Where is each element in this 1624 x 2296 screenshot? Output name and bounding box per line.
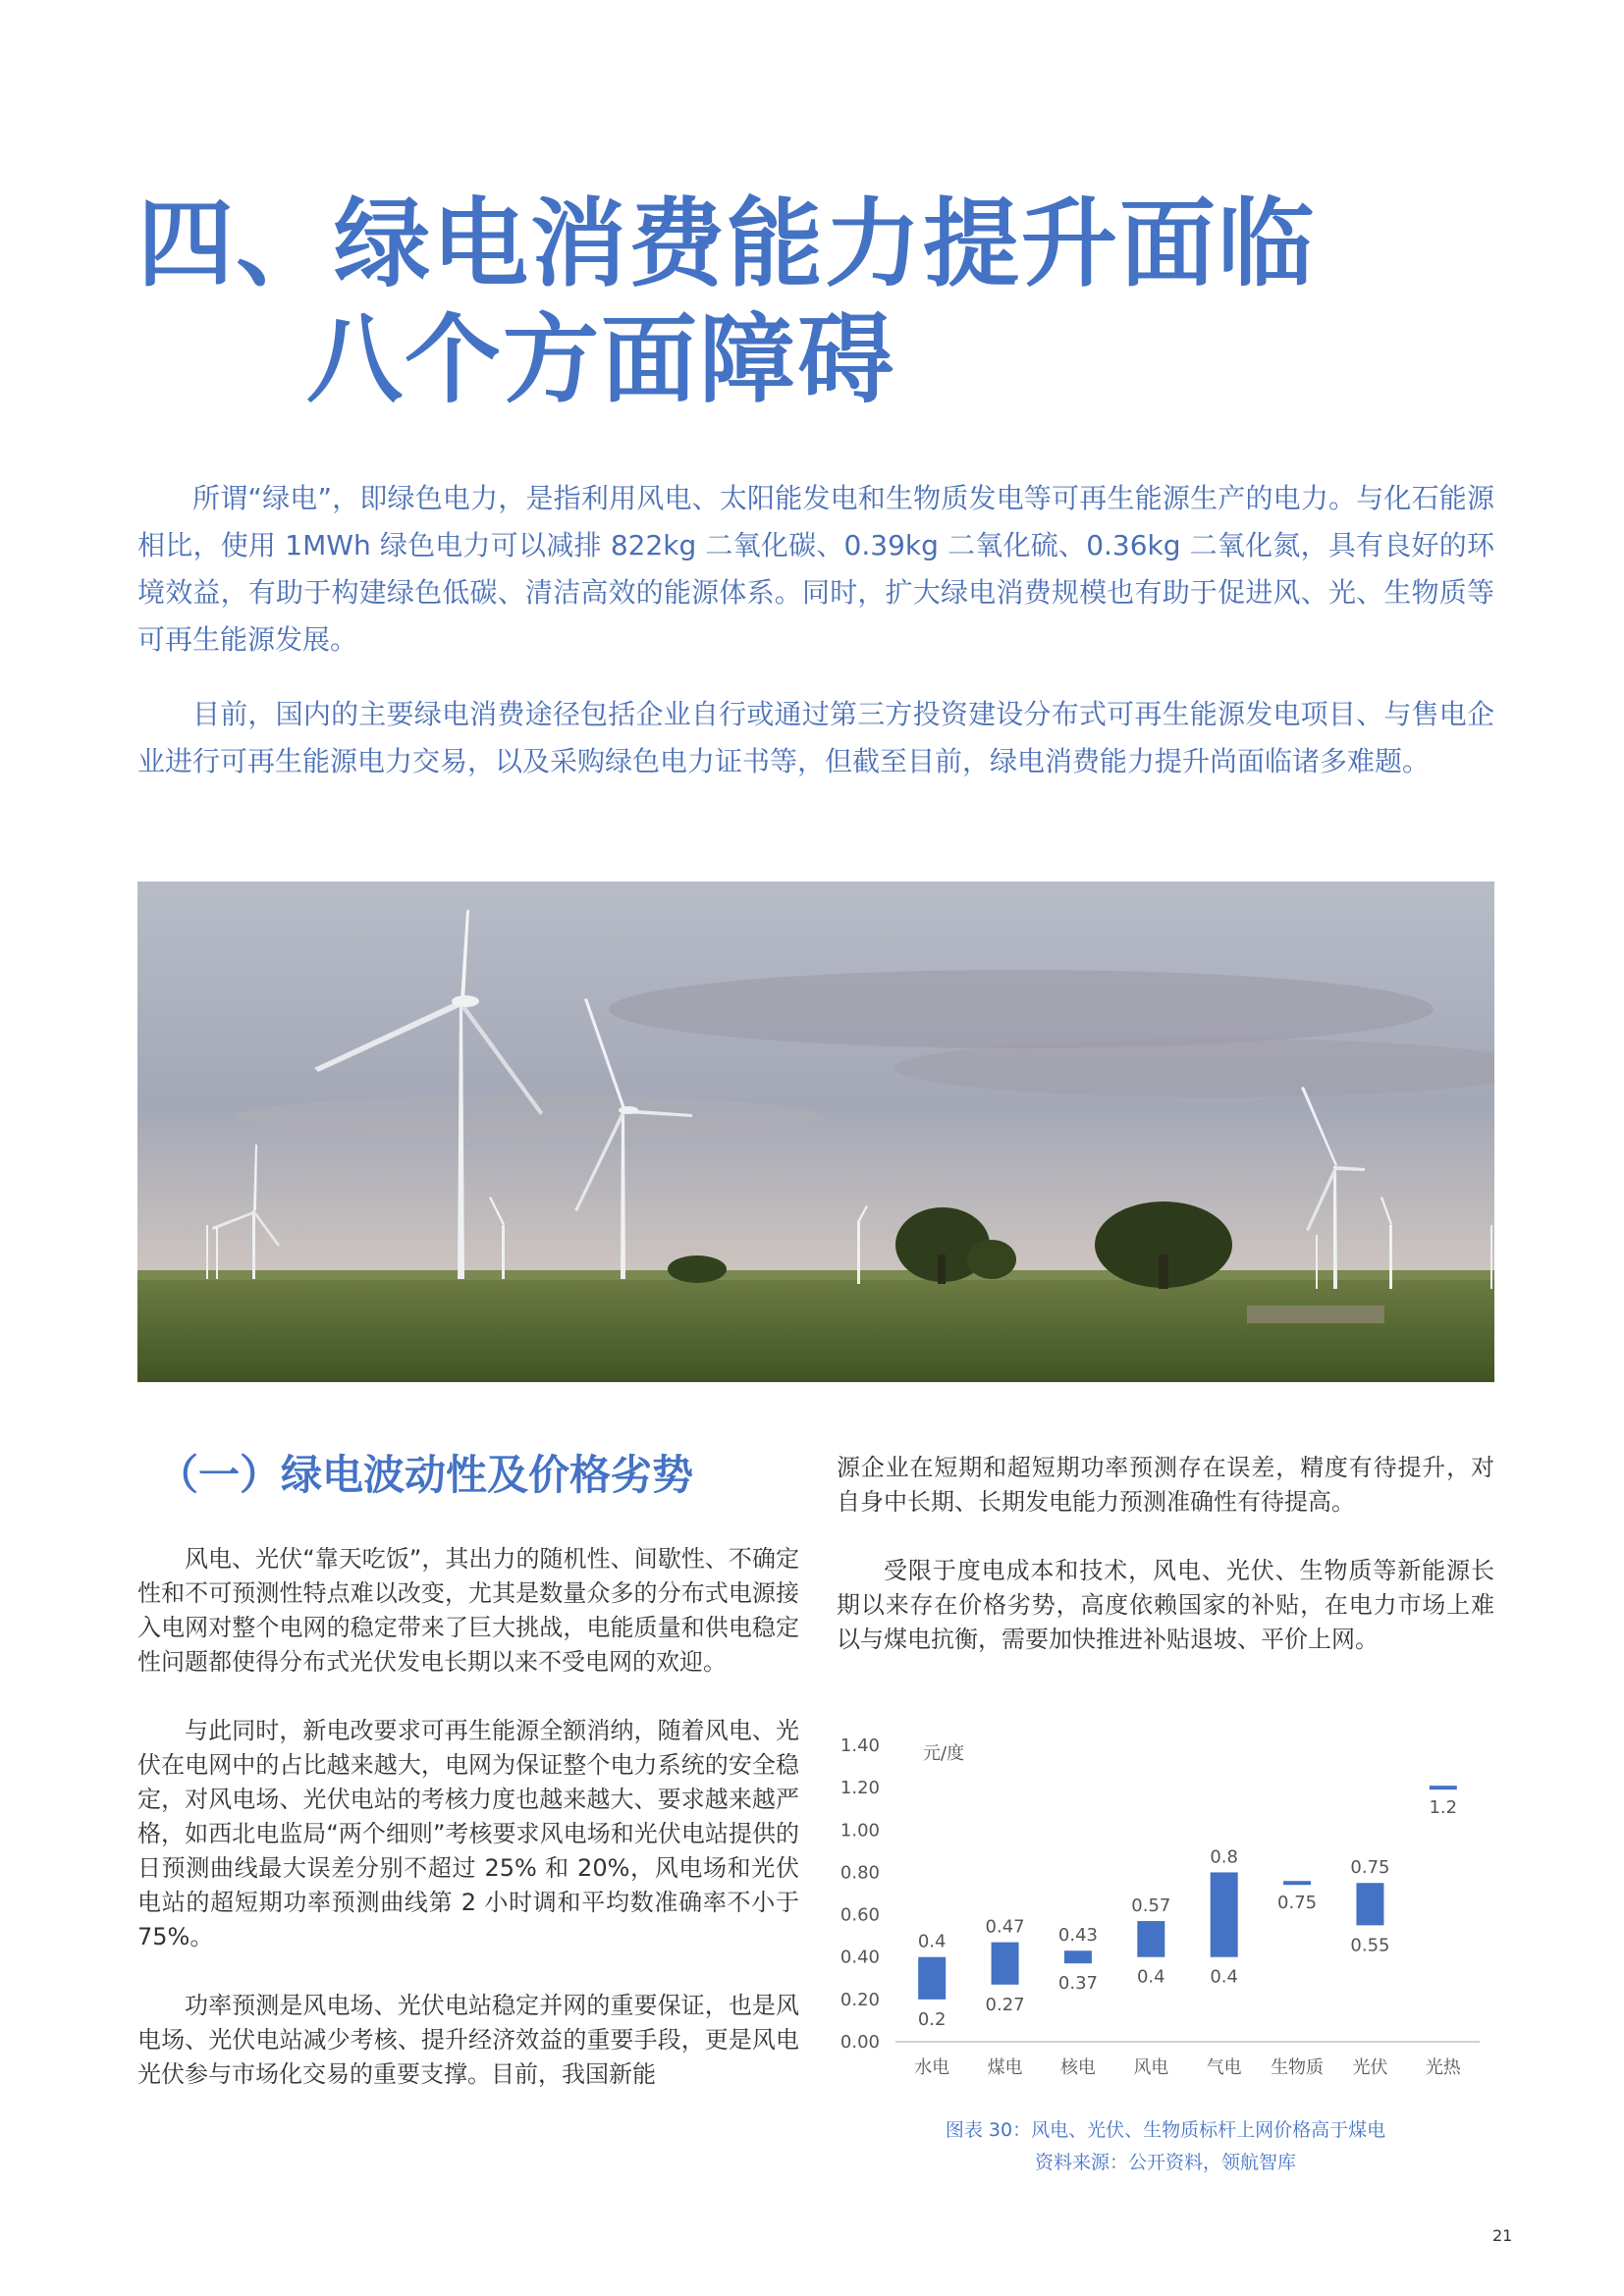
intro-paragraph-2 xyxy=(137,691,1494,785)
price-chart-svg xyxy=(837,1728,1494,2091)
bar-核电 xyxy=(1064,1950,1092,1963)
bar-high-label: 0.8 xyxy=(1210,1846,1239,1868)
bar-水电 xyxy=(918,1957,946,2000)
x-tick-label: 煤电 xyxy=(987,2057,1023,2078)
y-tick-label: 1.00 xyxy=(839,1820,880,1842)
bar-high-label: 0.75 xyxy=(1350,1857,1390,1879)
bar-low-label: 0.75 xyxy=(1277,1893,1318,1914)
y-unit-label: 元/度 xyxy=(923,1743,965,1764)
intro-paragraph-1 xyxy=(137,475,1494,664)
wind-turbine-photo xyxy=(137,881,1494,1382)
bar-气电 xyxy=(1211,1872,1238,1956)
wind-turbine-illustration xyxy=(137,881,1494,1382)
right-paragraph-1: 源企业在短期和超短期功率预测存在误差，精度有待提升，对自身中长期、长期发电能力预测准确性有待提高。 xyxy=(837,1454,1494,1516)
bar-风电 xyxy=(1137,1921,1164,1957)
bar-high-label: 0.57 xyxy=(1131,1896,1171,1917)
x-tick-label: 风电 xyxy=(1133,2057,1169,2078)
bar-low-label: 0.2 xyxy=(917,2008,947,2030)
bar-low-label: 0.27 xyxy=(985,1994,1025,2015)
page-number: 21 xyxy=(1492,2226,1513,2245)
x-tick-label: 光伏 xyxy=(1352,2057,1388,2078)
y-tick-label: 0.20 xyxy=(839,1989,880,2010)
chart-source: 资料来源：公开资料，领航智库 xyxy=(1034,2152,1296,2173)
intro-paragraph-1-text: 所谓“绿电”，即绿色电力，是指利用风电、太阳能发电和生物质发电等可再生能源生产的电力。与化石能源相比，使用 1MWh 绿色电力可以减排 822kg 二氧化碳、0.39kg 二氧化硫、0.36kg 二氧化氮，具有良好的环境效益，有助于构建绿色低碳、清洁高效的能源体系。同时，扩大绿电消费规模也有助于促进风、光、生物质等可再生能源发展。 xyxy=(137,482,1494,656)
left-paragraph-3: 功率预测是风电场、光伏电站稳定并网的重要保证，也是风电场、光伏电站减少考核、提升经济效益的重要手段，更是风电光伏参与市场化交易的重要支撑。目前，我国新能 xyxy=(137,1992,799,2088)
bar-high-label: 0.4 xyxy=(917,1931,947,1952)
title-line-2: 八个方面障碍 xyxy=(306,304,896,416)
bar-low-label: 0.4 xyxy=(1136,1966,1165,1988)
x-tick-label: 水电 xyxy=(914,2057,950,2078)
y-tick-label: 1.40 xyxy=(839,1735,880,1756)
bar-high-label: 0.43 xyxy=(1057,1925,1098,1947)
x-tick-label: 核电 xyxy=(1059,2057,1096,2078)
bar-光热 xyxy=(1430,1786,1457,1789)
right-column xyxy=(837,1451,1494,1691)
left-column xyxy=(137,1542,799,2126)
section-heading: （一）绿电波动性及价格劣势 xyxy=(157,1451,694,1499)
left-paragraph-1: 风电、光伏“靠天吃饭”，其出力的随机性、间歇性、不确定性和不可预测性特点难以改变，尤其是数量众多的分布式电源接入电网对整个电网的稳定带来了巨大挑战，电能质量和供电稳定性问题都使得分布式光伏发电长期以来不受电网的欢迎。 xyxy=(137,1545,799,1676)
bar-生物质 xyxy=(1283,1881,1311,1885)
y-tick-label: 0.00 xyxy=(839,2032,880,2053)
y-tick-label: 0.40 xyxy=(839,1947,880,1968)
title-line-1: 四、绿电消费能力提升面临 xyxy=(137,188,1317,300)
bar-low-label: 0.55 xyxy=(1350,1935,1390,1956)
x-tick-label: 气电 xyxy=(1206,2057,1242,2078)
y-tick-label: 1.20 xyxy=(839,1778,880,1799)
page-title xyxy=(137,187,1316,418)
bar-光伏 xyxy=(1356,1883,1383,1925)
chart-title: 图表 30：风电、光伏、生物质标杆上网价格高于煤电 xyxy=(945,2119,1386,2141)
x-tick-label: 光热 xyxy=(1425,2057,1461,2078)
bar-low-label: 1.2 xyxy=(1429,1797,1458,1819)
bar-high-label: 0.47 xyxy=(985,1916,1025,1938)
price-chart xyxy=(837,1728,1494,2091)
y-tick-label: 0.60 xyxy=(839,1904,880,1926)
bar-low-label: 0.37 xyxy=(1057,1973,1098,1995)
bar-low-label: 0.4 xyxy=(1210,1966,1239,1988)
right-paragraph-2: 受限于度电成本和技术，风电、光伏、生物质等新能源长期以来存在价格劣势，高度依赖国家的补贴，在电力市场上难以与煤电抗衡，需要加快推进补贴退坡、平价上网。 xyxy=(837,1557,1494,1653)
chart-caption xyxy=(837,2114,1494,2179)
intro-paragraph-2-text: 目前，国内的主要绿电消费途径包括企业自行或通过第三方投资建设分布式可再生能源发电项目、与售电企业进行可再生能源电力交易，以及采购绿色电力证书等，但截至目前，绿电消费能力提升尚面临诸多难题。 xyxy=(137,698,1494,777)
x-tick-label: 生物质 xyxy=(1271,2057,1325,2078)
y-tick-label: 0.80 xyxy=(839,1862,880,1884)
left-paragraph-2: 与此同时，新电改要求可再生能源全额消纳，随着风电、光伏在电网中的占比越来越大，电网为保证整个电力系统的安全稳定，对风电场、光伏电站的考核力度也越来越大、要求越来越严格，如西北电监局“两个细则”考核要求风电场和光伏电站提供的日预测曲线最大误差分别不超过 25% 和 20%，风电场和光伏电站的超短期功率预测曲线第 2 小时调和平均数准确率不小于 75%。 xyxy=(137,1717,799,1950)
bar-煤电 xyxy=(992,1943,1019,1985)
